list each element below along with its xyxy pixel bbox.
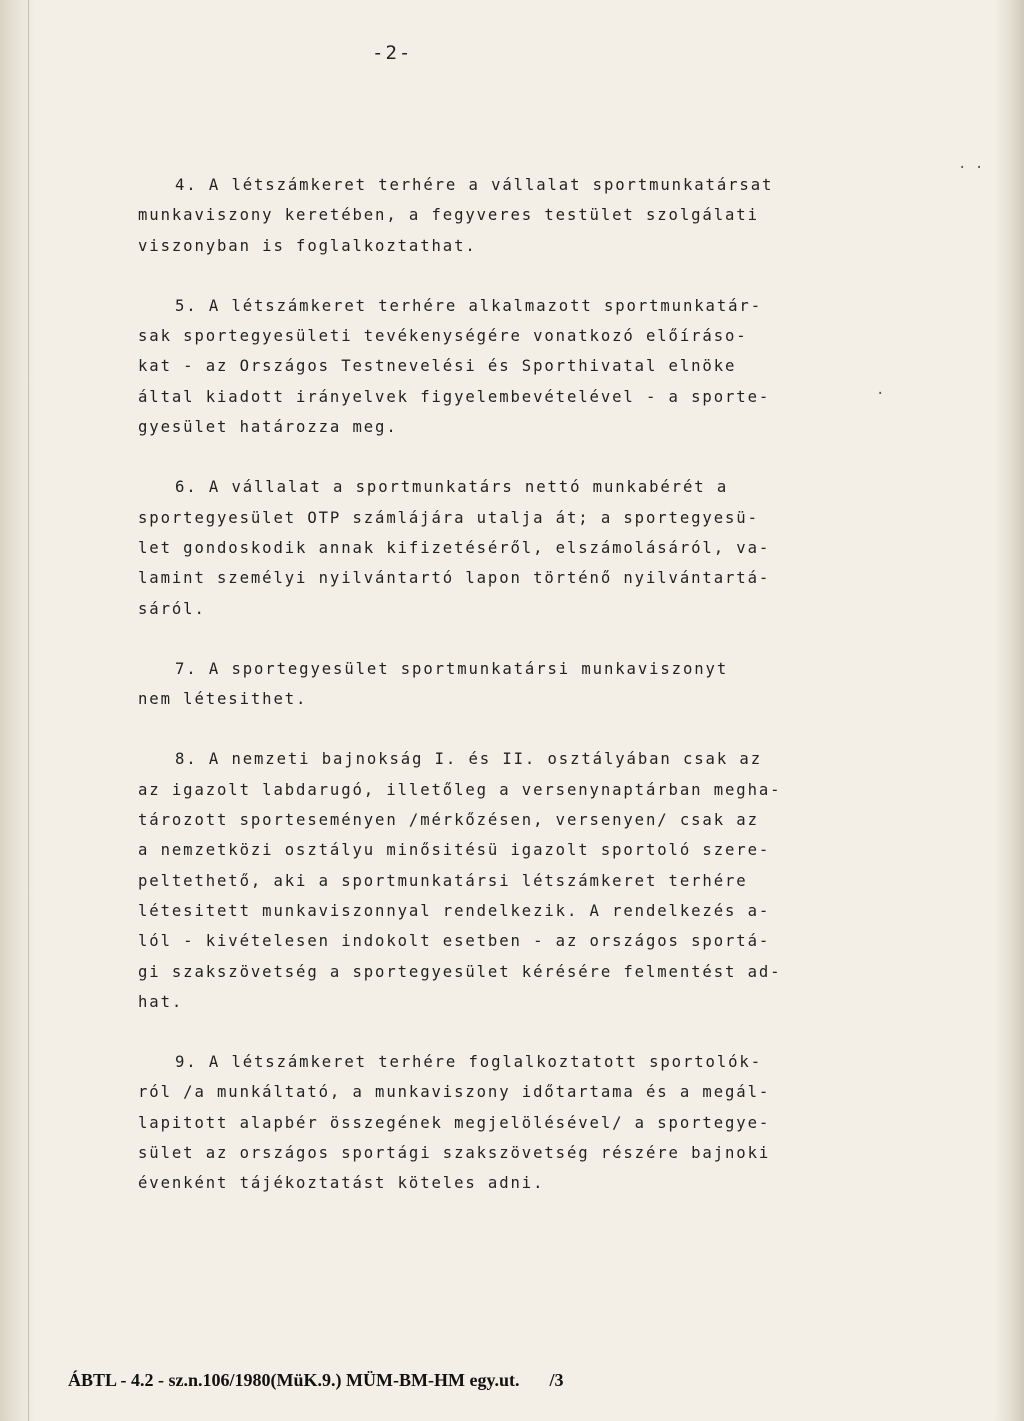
text-line: 7. A sportegyesület sportmunkatársi munkaviszonyt [175, 659, 729, 678]
text-line: 5. A létszámkeret terhére alkalmazott sportmunkatár- [175, 296, 762, 315]
paragraph-5 [138, 291, 858, 442]
text-line: 9. A létszámkeret terhére foglalkoztatott sportolók- [175, 1053, 762, 1072]
archive-footer [68, 1370, 563, 1391]
text-line: tározott sporteseményen /mérkőzésen, versenyen/ csak az [138, 811, 759, 830]
paragraph-8 [138, 744, 858, 1017]
text-line: munkaviszony keretében, a fegyveres testület szolgálati [138, 206, 759, 225]
paragraph-6 [138, 472, 858, 623]
text-line: lól - kivételesen indokolt esetben - az országos sportá- [138, 932, 771, 951]
text-line: létesitett munkaviszonnyal rendelkezik. A rendelkezés a- [138, 901, 771, 920]
stray-dot-mark: · · [958, 160, 984, 176]
text-line: 6. A vállalat a sportmunkatárs nettó munkabérét a [175, 478, 729, 497]
text-line: gi szakszövetség a sportegyesület kérésére felmentést ad- [138, 962, 782, 981]
text-line: ról /a munkáltató, a munkaviszony időtartama és a megál- [138, 1083, 771, 1102]
page-number: -2- [372, 42, 413, 64]
paragraph-9 [138, 1047, 858, 1198]
text-line: sak sportegyesületi tevékenységére vonatkozó előíráso- [138, 327, 748, 346]
paragraph-4 [138, 170, 858, 261]
text-line: az igazolt labdarugó, illetőleg a versenynaptárban megha- [138, 780, 782, 799]
archive-reference: ÁBTL - 4.2 - sz.n.106/1980(MüK.9.) MÜM-BM-HM egy.ut. [68, 1370, 520, 1390]
text-line: viszonyban is foglalkoztathat. [138, 236, 477, 255]
left-scan-edge [0, 0, 36, 1421]
text-line: peltethető, aki a sportmunkatársi létszámkeret terhére [138, 871, 748, 890]
right-scan-edge [994, 0, 1024, 1421]
document-body [138, 170, 858, 1229]
text-line: sület az országos sportági szakszövetség részére bajnoki [138, 1144, 771, 1163]
text-line: lamint személyi nyilvántartó lapon történő nyilvántartá- [138, 569, 771, 588]
text-line: által kiadott irányelvek figyelembevételével - a sporte- [138, 387, 771, 406]
text-line: lapitott alapbér összegének megjelölésével/ a sportegye- [138, 1113, 771, 1132]
paragraph-7 [138, 654, 858, 715]
text-line: évenként tájékoztatást köteles adni. [138, 1174, 545, 1193]
text-line: 4. A létszámkeret terhére a vállalat sportmunkatársat [175, 176, 774, 194]
stray-dot-mark: · [876, 386, 885, 402]
text-line: sáról. [138, 599, 206, 618]
text-line: let gondoskodik annak kifizetéséről, elszámolásáról, va- [138, 538, 771, 557]
text-line: sportegyesület OTP számlájára utalja át; a sportegyesü- [138, 508, 759, 527]
text-line: kat - az Országos Testnevelési és Sporthivatal elnöke [138, 357, 737, 376]
text-line: 8. A nemzeti bajnokság I. és II. osztályában csak az [175, 750, 762, 769]
text-line: hat. [138, 992, 184, 1011]
text-line: gyesület határozza meg. [138, 418, 398, 437]
text-line: nem létesithet. [138, 690, 308, 709]
text-line: a nemzetközi osztályu minősitésü igazolt sportoló szere- [138, 841, 771, 860]
left-fold-line [28, 0, 29, 1421]
page-reference: /3 [549, 1370, 564, 1390]
